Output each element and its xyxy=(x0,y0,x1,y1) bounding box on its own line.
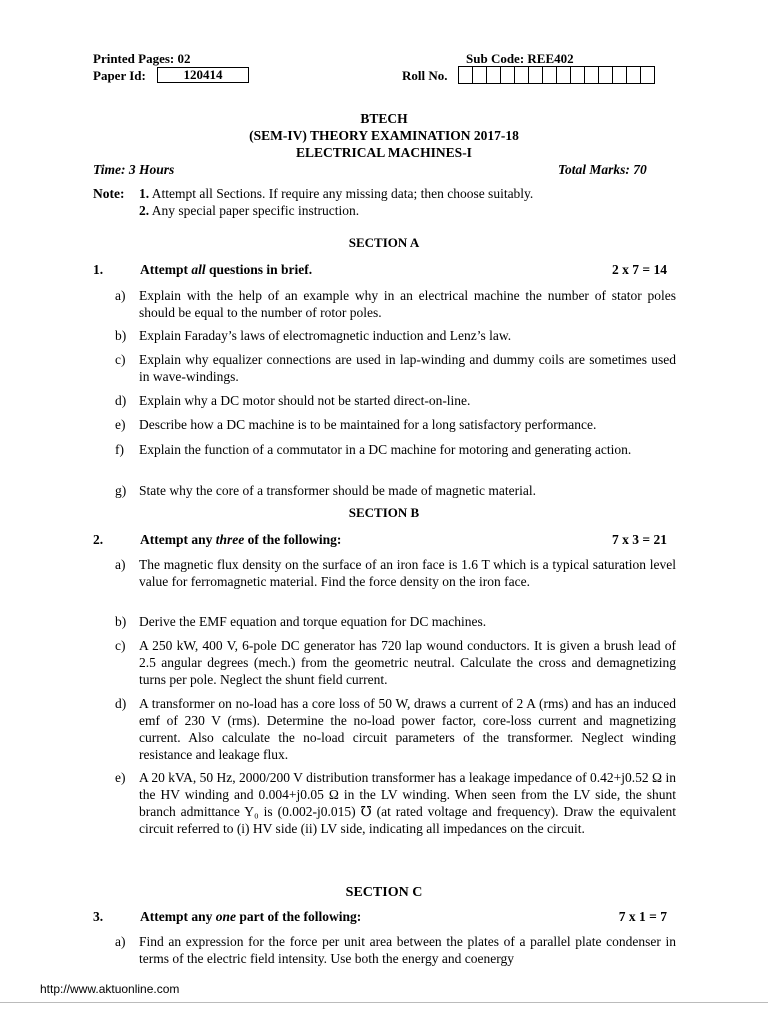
question-marks: 2 x 7 = 14 xyxy=(612,262,667,277)
roll-no-digit-box[interactable] xyxy=(556,66,571,84)
title-line-1: BTECH xyxy=(360,111,408,126)
note-label: Note: xyxy=(93,186,125,201)
roll-no-digit-box[interactable] xyxy=(612,66,627,84)
question-instruction: Attempt all questions in brief. xyxy=(140,262,313,277)
roll-no-boxes[interactable] xyxy=(458,66,654,84)
sub-code: Sub Code: REE402 xyxy=(466,51,574,66)
note-1 xyxy=(139,186,533,202)
question-instruction: Attempt any one part of the following: xyxy=(140,909,362,924)
roll-no-digit-box[interactable] xyxy=(458,66,473,84)
roll-no-digit-box[interactable] xyxy=(486,66,501,84)
question-instruction: Attempt any three of the following: xyxy=(140,532,342,547)
section-b-heading: SECTION B xyxy=(348,505,420,520)
roll-no-digit-box[interactable] xyxy=(640,66,655,84)
section-a-heading: SECTION A xyxy=(348,235,420,250)
roll-no-label: Roll No. xyxy=(402,68,448,83)
paper-id-label: Paper Id: xyxy=(93,68,146,83)
roll-no-digit-box[interactable] xyxy=(598,66,613,84)
roll-no-digit-box[interactable] xyxy=(500,66,515,84)
roll-no-digit-box[interactable] xyxy=(626,66,641,84)
paper-id-box: 120414 xyxy=(157,67,249,83)
title-line-3: ELECTRICAL MACHINES-I xyxy=(296,145,472,160)
total-marks: Total Marks: 70 xyxy=(558,162,647,177)
title-line-2: (SEM-IV) THEORY EXAMINATION 2017-18 xyxy=(249,128,519,143)
note-2-text: Any special paper specific instruction. xyxy=(151,203,360,218)
page-divider xyxy=(0,1002,768,1003)
exam-page: Printed Pages: 02 Sub Code: REE402 Paper Id: 120414 Roll No. BTECH (SEM-IV) THEORY EXAMINATION 2017-18 ELECTRICAL MACHINES-I Time: 3 Hours Total Marks: 70 Note: 1. Attempt all Sections. If require any missing data; then choose suitably. 2. Any special paper specific instruction. SECTION A 1. Attempt all questions in brief. 2 x 7 = 14 a) Explain with the help of an example why in an electrical machine the number of stator poles should be equal to the number of rotor poles. b) Explain Faraday’s laws of electromagnetic induction and Lenz’s law. c) Explain why equalizer connections are used in lap-winding and dummy coils are sometimes used in wave-windings. d) Explain why a DC motor should not be started direct-on-line. e) Describe how a DC machine is to be maintained for a long satisfactory performance. f) Explain the function of a commutator in a DC machine for motoring and generating action. g) State why the core of a transformer should be made of magnetic material. SECTION B 2. Attempt any three of the following: 7 x 3 = 21 a) The magnetic flux density on the surface of an iron face is 1.6 T which is a typical saturation level value for ferromagnetic material. Find the force density on the iron face. b) Derive the EMF equation and torque equation for DC machines. c) A 250 kW, 400 V, 6-pole DC generator has 720 lap wound conductors. It is given a brush lead of 2.5 angular degrees (mech.) from the geometric neutral. Calculate the cross and demagnetizing turns per pole. Neglect the shunt field current. d) A transformer on no-load has a core loss of 50 W, draws a current of 2 A (rms) and has an induced emf of 230 V (rms). Determine the no-load power factor, core-loss current and magnetizing current. Also calculate the no-load circuit parameters of the transformer. Neglect winding resistance and leakage flux. e) A 20 kVA, 50 Hz, 2000/200 V distribution transformer has a leakage impedance of 0.42+j0.52 Ω in the HV winding and 0.004+j0.05 Ω in the LV winding. When seen from the LV side, the shunt branch admittance Y₀ is (0.002-j0.015) ℧ (at rated voltage and frequency). Draw the equivalent circuit referred to (i) HV side (ii) LV side, indicating all impedances on the circuit. SECTION C 3. Attempt any one part of the following: 7 x 1 = 7 a) Find an expression for the force per unit area between the plates of a parallel plate condenser in terms of the electric field intensity. Use both the energy and coenergy http://www.aktuonline.com xyxy=(0,0,768,1024)
roll-no-digit-box[interactable] xyxy=(514,66,529,84)
roll-no-digit-box[interactable] xyxy=(528,66,543,84)
roll-no-digit-box[interactable] xyxy=(472,66,487,84)
footer-url-link[interactable]: http://www.aktuonline.com xyxy=(40,982,180,996)
question-marks: 7 x 1 = 7 xyxy=(618,909,667,924)
roll-no-digit-box[interactable] xyxy=(570,66,585,84)
note-1-num: 1. xyxy=(139,186,150,201)
note-2 xyxy=(139,203,359,219)
note-2-num: 2. xyxy=(139,203,150,218)
question-number: 3. xyxy=(93,909,104,924)
section-c-heading: SECTION C xyxy=(345,885,423,900)
time-label: Time: 3 Hours xyxy=(93,162,175,177)
roll-no-digit-box[interactable] xyxy=(584,66,599,84)
question-number: 2. xyxy=(93,532,104,547)
roll-no-digit-box[interactable] xyxy=(542,66,557,84)
question-marks: 7 x 3 = 21 xyxy=(612,532,667,547)
printed-pages: Printed Pages: 02 xyxy=(93,51,191,66)
question-number: 1. xyxy=(93,262,104,277)
note-1-text: Attempt all Sections. If require any missing data; then choose suitably. xyxy=(151,186,534,201)
